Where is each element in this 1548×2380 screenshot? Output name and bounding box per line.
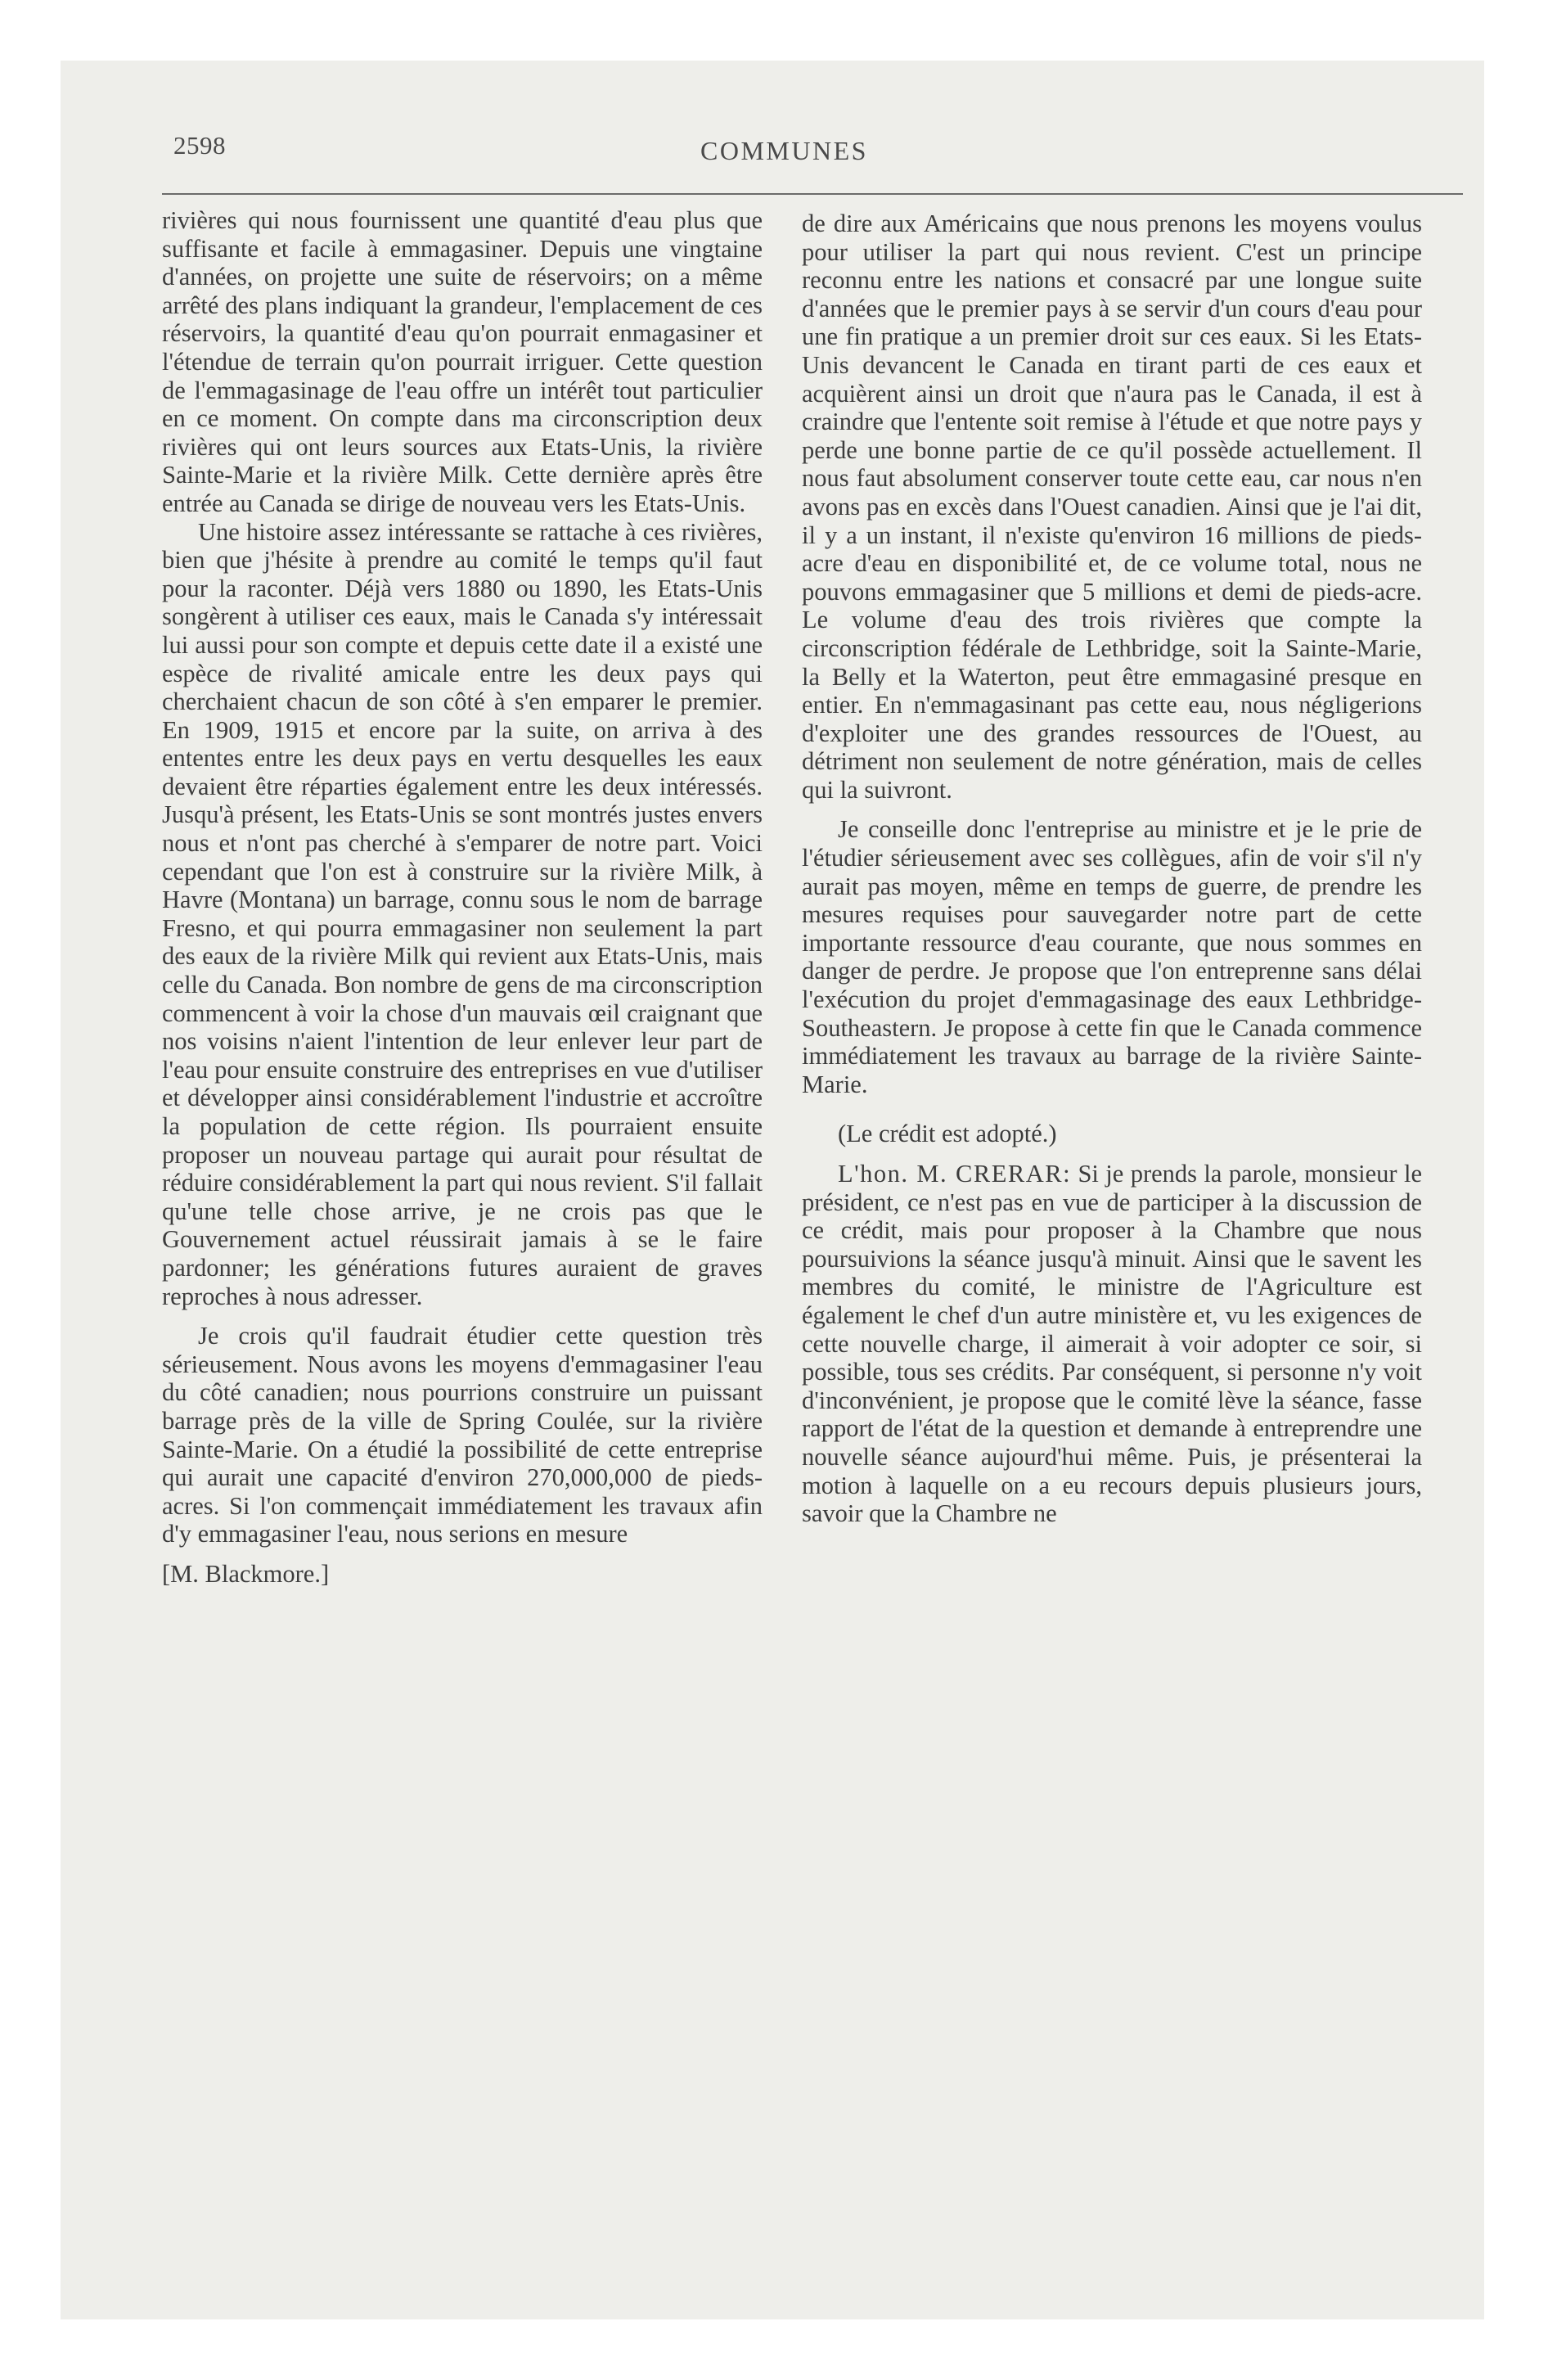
header-rule: [162, 193, 1463, 195]
paragraph: rivières qui nous fournissent une quantité d'eau plus que suffisante et facile à emmagasiner. Depuis une vingtaine d'années, on projette une suite de réservoirs; on a même arrêté des plans indiquant la grandeur, l'emplacement de ces réservoirs, la quantité d'eau qu'on pourrait enmagasiner et l'étendue de terrain qu'on pourrait irriguer. Cette question de l'emmagasinage de l'eau offre un intérêt tout particulier en ce moment. On compte dans ma circonscription deux rivières qui ont leurs sources aux Etats-Unis, la rivière Sainte-Marie et la rivière Milk. Cette dernière après être entrée au Canada se dirige de nouveau vers les Etats-Unis.: [162, 206, 763, 517]
paragraph: Je crois qu'il faudrait étudier cette question très sérieusement. Nous avons les moyens d'emmagasiner l'eau du côté canadien; nous pourrions construire un puissant barrage près de la ville de Spring Coulée, sur la rivière Sainte-Marie. On a étudié la possibilité de cette entreprise qui aurait une capacité d'environ 270,000,000 de pieds-acres. Si l'on commençait immédiatement les travaux afin d'y emmagasiner l'eau, nous serions en mesure: [162, 1322, 763, 1548]
speaker-name: L'hon. M. CRERAR:: [838, 1160, 1072, 1188]
paragraph: [802, 1160, 1422, 1528]
speaker-attribution: [M. Blackmore.]: [162, 1559, 330, 1588]
page-number: 2598: [173, 131, 226, 160]
credit-adopted-note: (Le crédit est adopté.): [838, 1120, 1057, 1148]
right-column: [802, 210, 1422, 1528]
speech-text: Si je prends la parole, monsieur le président, ce n'est pas en vue de participer à la discussion de ce crédit, mais pour proposer à la Chambre que nous poursuivions la séance jusqu'à minuit. Ainsi que le savent les membres du comité, le ministre de l'Agriculture est également le chef d'un autre ministère et, vu les exigences de cette nouvelle charge, il aimerait à voir adopter ce soir, si possible, tous ses crédits. Par conséquent, si personne n'y voit d'inconvénient, je propose que le comité lève la séance, fasse rapport de l'état de la question et demande à entreprendre une nouvelle séance aujourd'hui même. Puis, je présenterai la motion à laquelle on a eu recours depuis plusieurs jours, savoir que la Chambre ne: [802, 1160, 1423, 1528]
running-header-title: COMMUNES: [700, 136, 868, 165]
paragraph: Je conseille donc l'entreprise au ministre et je le prie de l'étudier sérieusement avec ses collègues, afin de voir s'il n'y aurait pas moyen, même en temps de guerre, de prendre les mesures requises pour sauvegarder notre part de cette importante ressource d'eau courante, que nous sommes en danger de perdre. Je propose que l'on entreprenne sans délai l'exécution du projet d'emmagasinage des eaux Lethbridge-Southeastern. Je propose à cette fin que le Canada commence immédiatement les travaux au barrage de la rivière Sainte-Marie.: [802, 815, 1422, 1098]
paragraph: de dire aux Américains que nous prenons les moyens voulus pour utiliser la part qui nous revient. C'est un principe reconnu entre les nations et consacré par une longue suite d'années que le premier pays à se servir d'un cours d'eau pour une fin pratique a un premier droit sur ces eaux. Si les Etats-Unis devancent le Canada en tirant parti de ces eaux et acquièrent ainsi un droit que n'aura pas le Canada, il est à craindre que l'entente soit remise à l'étude et que notre pays y perde une bonne partie de ce qu'il possède actuellement. Il nous faut absolument conserver toute cette eau, car nous n'en avons pas en excès dans l'Ouest canadien. Ainsi que je l'ai dit, il y a un instant, il n'existe qu'environ 16 millions de pieds-acre d'eau en disponibilité et, de ce volume total, nous ne pouvons emmagasiner que 5 millions et demi de pieds-acre. Le volume d'eau des trois rivières que compte la circonscription fédérale de Lethbridge, soit la Sainte-Marie, la Belly et la Waterton, peut être emmagasiné presque en entier. En n'emmagasinant pas cette eau, nous négligerions d'exploiter une des grandes ressources de l'Ouest, au détriment non seulement de notre génération, mais de celles qui la suivront.: [802, 210, 1422, 804]
left-column: [162, 206, 763, 1589]
paragraph: Une histoire assez intéressante se rattache à ces rivières, bien que j'hésite à prendre au comité le temps qu'il faut pour la raconter. Déjà vers 1880 ou 1890, les Etats-Unis songèrent à utiliser ces eaux, mais le Canada s'y intéressait lui aussi pour son compte et depuis cette date il a existé une espèce de rivalité amicale entre les deux pays qui cherchaient chacun de son côté à s'en emparer le premier. En 1909, 1915 et encore par la suite, on arriva à des ententes entre les deux pays en vertu desquelles les eaux devaient être réparties également entre les deux intéressés. Jusqu'à présent, les Etats-Unis se sont montrés justes envers nous et n'ont pas cherché à s'emparer de notre part. Voici cependant que l'on est à construire sur la rivière Milk, à Havre (Montana) un barrage, connu sous le nom de barrage Fresno, et qui pourra emmagasiner non seulement la part des eaux de la rivière Milk qui revient aux Etats-Unis, mais celle du Canada. Bon nombre de gens de ma circonscription commencent à voir la chose d'un mauvais œil craignant que nos voisins n'aient l'intention de leur enlever leur part de l'eau pour ensuite construire des entreprises en vue d'utiliser et développer ainsi considérablement l'industrie et accroître la population de cette région. Ils pourraient ensuite proposer un nouveau partage qui aurait pour résultat de réduire considérablement la part qui nous revient. S'il fallait qu'une telle chose arrive, je ne crois pas que le Gouvernement actuel réussirait jamais à se le faire pardonner; les générations futures auraient de graves reproches à nous adresser.: [162, 517, 763, 1310]
